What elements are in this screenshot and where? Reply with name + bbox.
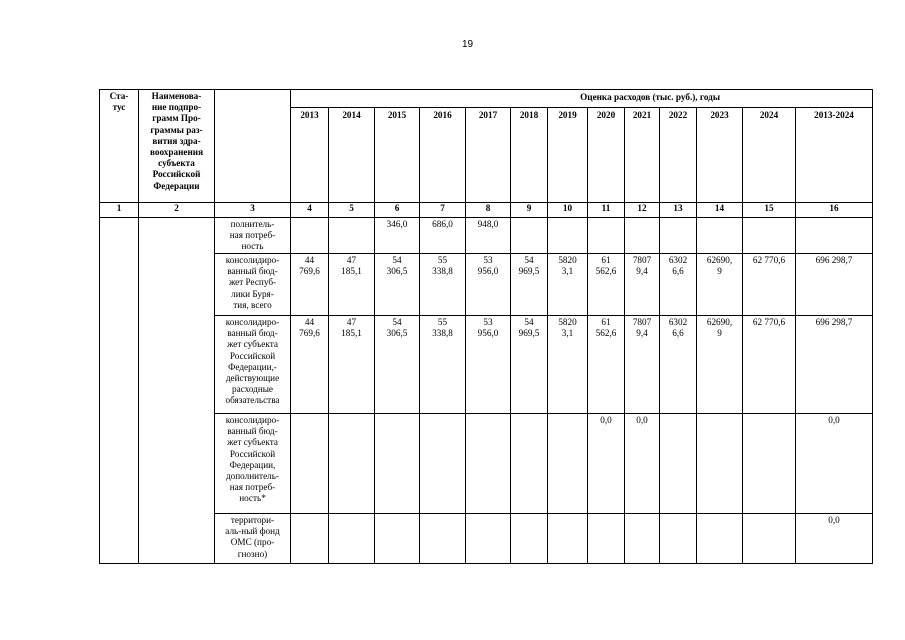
value-cell — [660, 514, 697, 564]
value-cell: 7807 9,4 — [625, 254, 660, 316]
value-cell: 61 562,6 — [588, 254, 625, 316]
table-row — [100, 514, 873, 564]
value-cell — [420, 414, 466, 514]
value-cell — [291, 218, 329, 254]
column-number: 15 — [743, 203, 796, 218]
year-header: 2016 — [420, 108, 466, 203]
value-cell: 948,0 — [466, 218, 511, 254]
table-row — [100, 218, 873, 254]
value-cell — [548, 514, 588, 564]
value-cell: 696 298,7 — [796, 316, 873, 414]
value-cell: 6302 6,6 — [660, 316, 697, 414]
value-cell — [625, 514, 660, 564]
value-cell — [466, 514, 511, 564]
year-header: 2013-2024 — [796, 108, 873, 203]
value-cell — [511, 414, 548, 514]
value-cell: 54 969,5 — [511, 316, 548, 414]
value-cell — [548, 414, 588, 514]
value-cell: 47 185,1 — [329, 316, 375, 414]
value-cell — [375, 514, 420, 564]
value-cell — [625, 218, 660, 254]
year-header: 2023 — [697, 108, 743, 203]
funding-source-cell: консолидиро- ванный бюд- жет субъекта Российской Федерации,- действующие расходные обязательства — [215, 316, 291, 414]
column-number: 4 — [291, 203, 329, 218]
name-header: Наименова- ние подпро- грамм Про- граммы раз- вития здра- воохранения субъекта Российской Федерации — [139, 90, 215, 203]
value-cell — [375, 414, 420, 514]
year-header: 2013 — [291, 108, 329, 203]
column-number: 10 — [548, 203, 588, 218]
column-number: 9 — [511, 203, 548, 218]
value-cell — [329, 514, 375, 564]
value-cell: 62690, 9 — [697, 254, 743, 316]
column-number: 14 — [697, 203, 743, 218]
value-cell: 62690, 9 — [697, 316, 743, 414]
year-header: 2017 — [466, 108, 511, 203]
value-cell: 5820 3,1 — [548, 316, 588, 414]
column-number: 12 — [625, 203, 660, 218]
value-cell — [548, 218, 588, 254]
value-cell: 0,0 — [625, 414, 660, 514]
funding-source-cell: консолидиро- ванный бюд- жет субъекта Российской Федерации, дополнитель- ная потреб- ность* — [215, 414, 291, 514]
value-cell — [511, 514, 548, 564]
value-cell: 0,0 — [588, 414, 625, 514]
value-cell — [796, 218, 873, 254]
year-header: 2020 — [588, 108, 625, 203]
value-cell: 6302 6,6 — [660, 254, 697, 316]
column-number: 8 — [466, 203, 511, 218]
value-cell: 696 298,7 — [796, 254, 873, 316]
table-row — [100, 254, 873, 316]
budget-table — [99, 89, 873, 564]
column-number: 5 — [329, 203, 375, 218]
value-cell — [697, 218, 743, 254]
value-cell — [291, 414, 329, 514]
year-header: 2022 — [660, 108, 697, 203]
column-number: 2 — [139, 203, 215, 218]
value-cell: 54 969,5 — [511, 254, 548, 316]
estimate-title: Оценка расходов (тыс. руб.), годы — [291, 90, 873, 108]
name-cell — [139, 218, 215, 564]
year-header: 2019 — [548, 108, 588, 203]
value-cell: 53 956,0 — [466, 316, 511, 414]
value-cell: 54 306,5 — [375, 316, 420, 414]
value-cell: 55 338,8 — [420, 254, 466, 316]
value-cell: 53 956,0 — [466, 254, 511, 316]
funding-source-cell: территори- аль-ный фонд ОМС (про- гнозно) — [215, 514, 291, 564]
value-cell — [743, 414, 796, 514]
year-header: 2014 — [329, 108, 375, 203]
column-number: 11 — [588, 203, 625, 218]
column-number: 3 — [215, 203, 291, 218]
value-cell: 61 562,6 — [588, 316, 625, 414]
value-cell — [291, 514, 329, 564]
value-cell — [588, 514, 625, 564]
value-cell: 346,0 — [375, 218, 420, 254]
value-cell: 62 770,6 — [743, 316, 796, 414]
value-cell: 55 338,8 — [420, 316, 466, 414]
status-header: Ста- тус — [100, 90, 139, 203]
status-cell — [100, 218, 139, 564]
value-cell — [743, 514, 796, 564]
source-header — [215, 90, 291, 203]
header-row — [100, 90, 873, 108]
column-number: 6 — [375, 203, 420, 218]
column-number: 16 — [796, 203, 873, 218]
value-cell: 54 306,5 — [375, 254, 420, 316]
value-cell: 47 185,1 — [329, 254, 375, 316]
year-header: 2015 — [375, 108, 420, 203]
value-cell: 44 769,6 — [291, 254, 329, 316]
value-cell — [329, 414, 375, 514]
year-header: 2018 — [511, 108, 548, 203]
column-number: 13 — [660, 203, 697, 218]
value-cell — [511, 218, 548, 254]
year-header: 2024 — [743, 108, 796, 203]
value-cell: 686,0 — [420, 218, 466, 254]
value-cell — [660, 218, 697, 254]
table-row — [100, 414, 873, 514]
value-cell — [743, 218, 796, 254]
value-cell: 0,0 — [796, 514, 873, 564]
funding-source-cell: консолидиро- ванный бюд- жет Респуб- лики Буря- тия, всего — [215, 254, 291, 316]
year-header: 2021 — [625, 108, 660, 203]
value-cell — [588, 218, 625, 254]
table-row — [100, 316, 873, 414]
funding-source-cell: полнитель- ная потреб- ность — [215, 218, 291, 254]
value-cell: 0,0 — [796, 414, 873, 514]
value-cell: 44 769,6 — [291, 316, 329, 414]
value-cell — [660, 414, 697, 514]
column-number: 1 — [100, 203, 139, 218]
value-cell — [420, 514, 466, 564]
value-cell: 7807 9,4 — [625, 316, 660, 414]
value-cell — [697, 414, 743, 514]
value-cell: 5820 3,1 — [548, 254, 588, 316]
value-cell — [697, 514, 743, 564]
value-cell — [466, 414, 511, 514]
value-cell — [329, 218, 375, 254]
value-cell: 62 770,6 — [743, 254, 796, 316]
page-number: 19 — [461, 39, 474, 50]
column-numbers-row — [100, 203, 873, 218]
column-number: 7 — [420, 203, 466, 218]
